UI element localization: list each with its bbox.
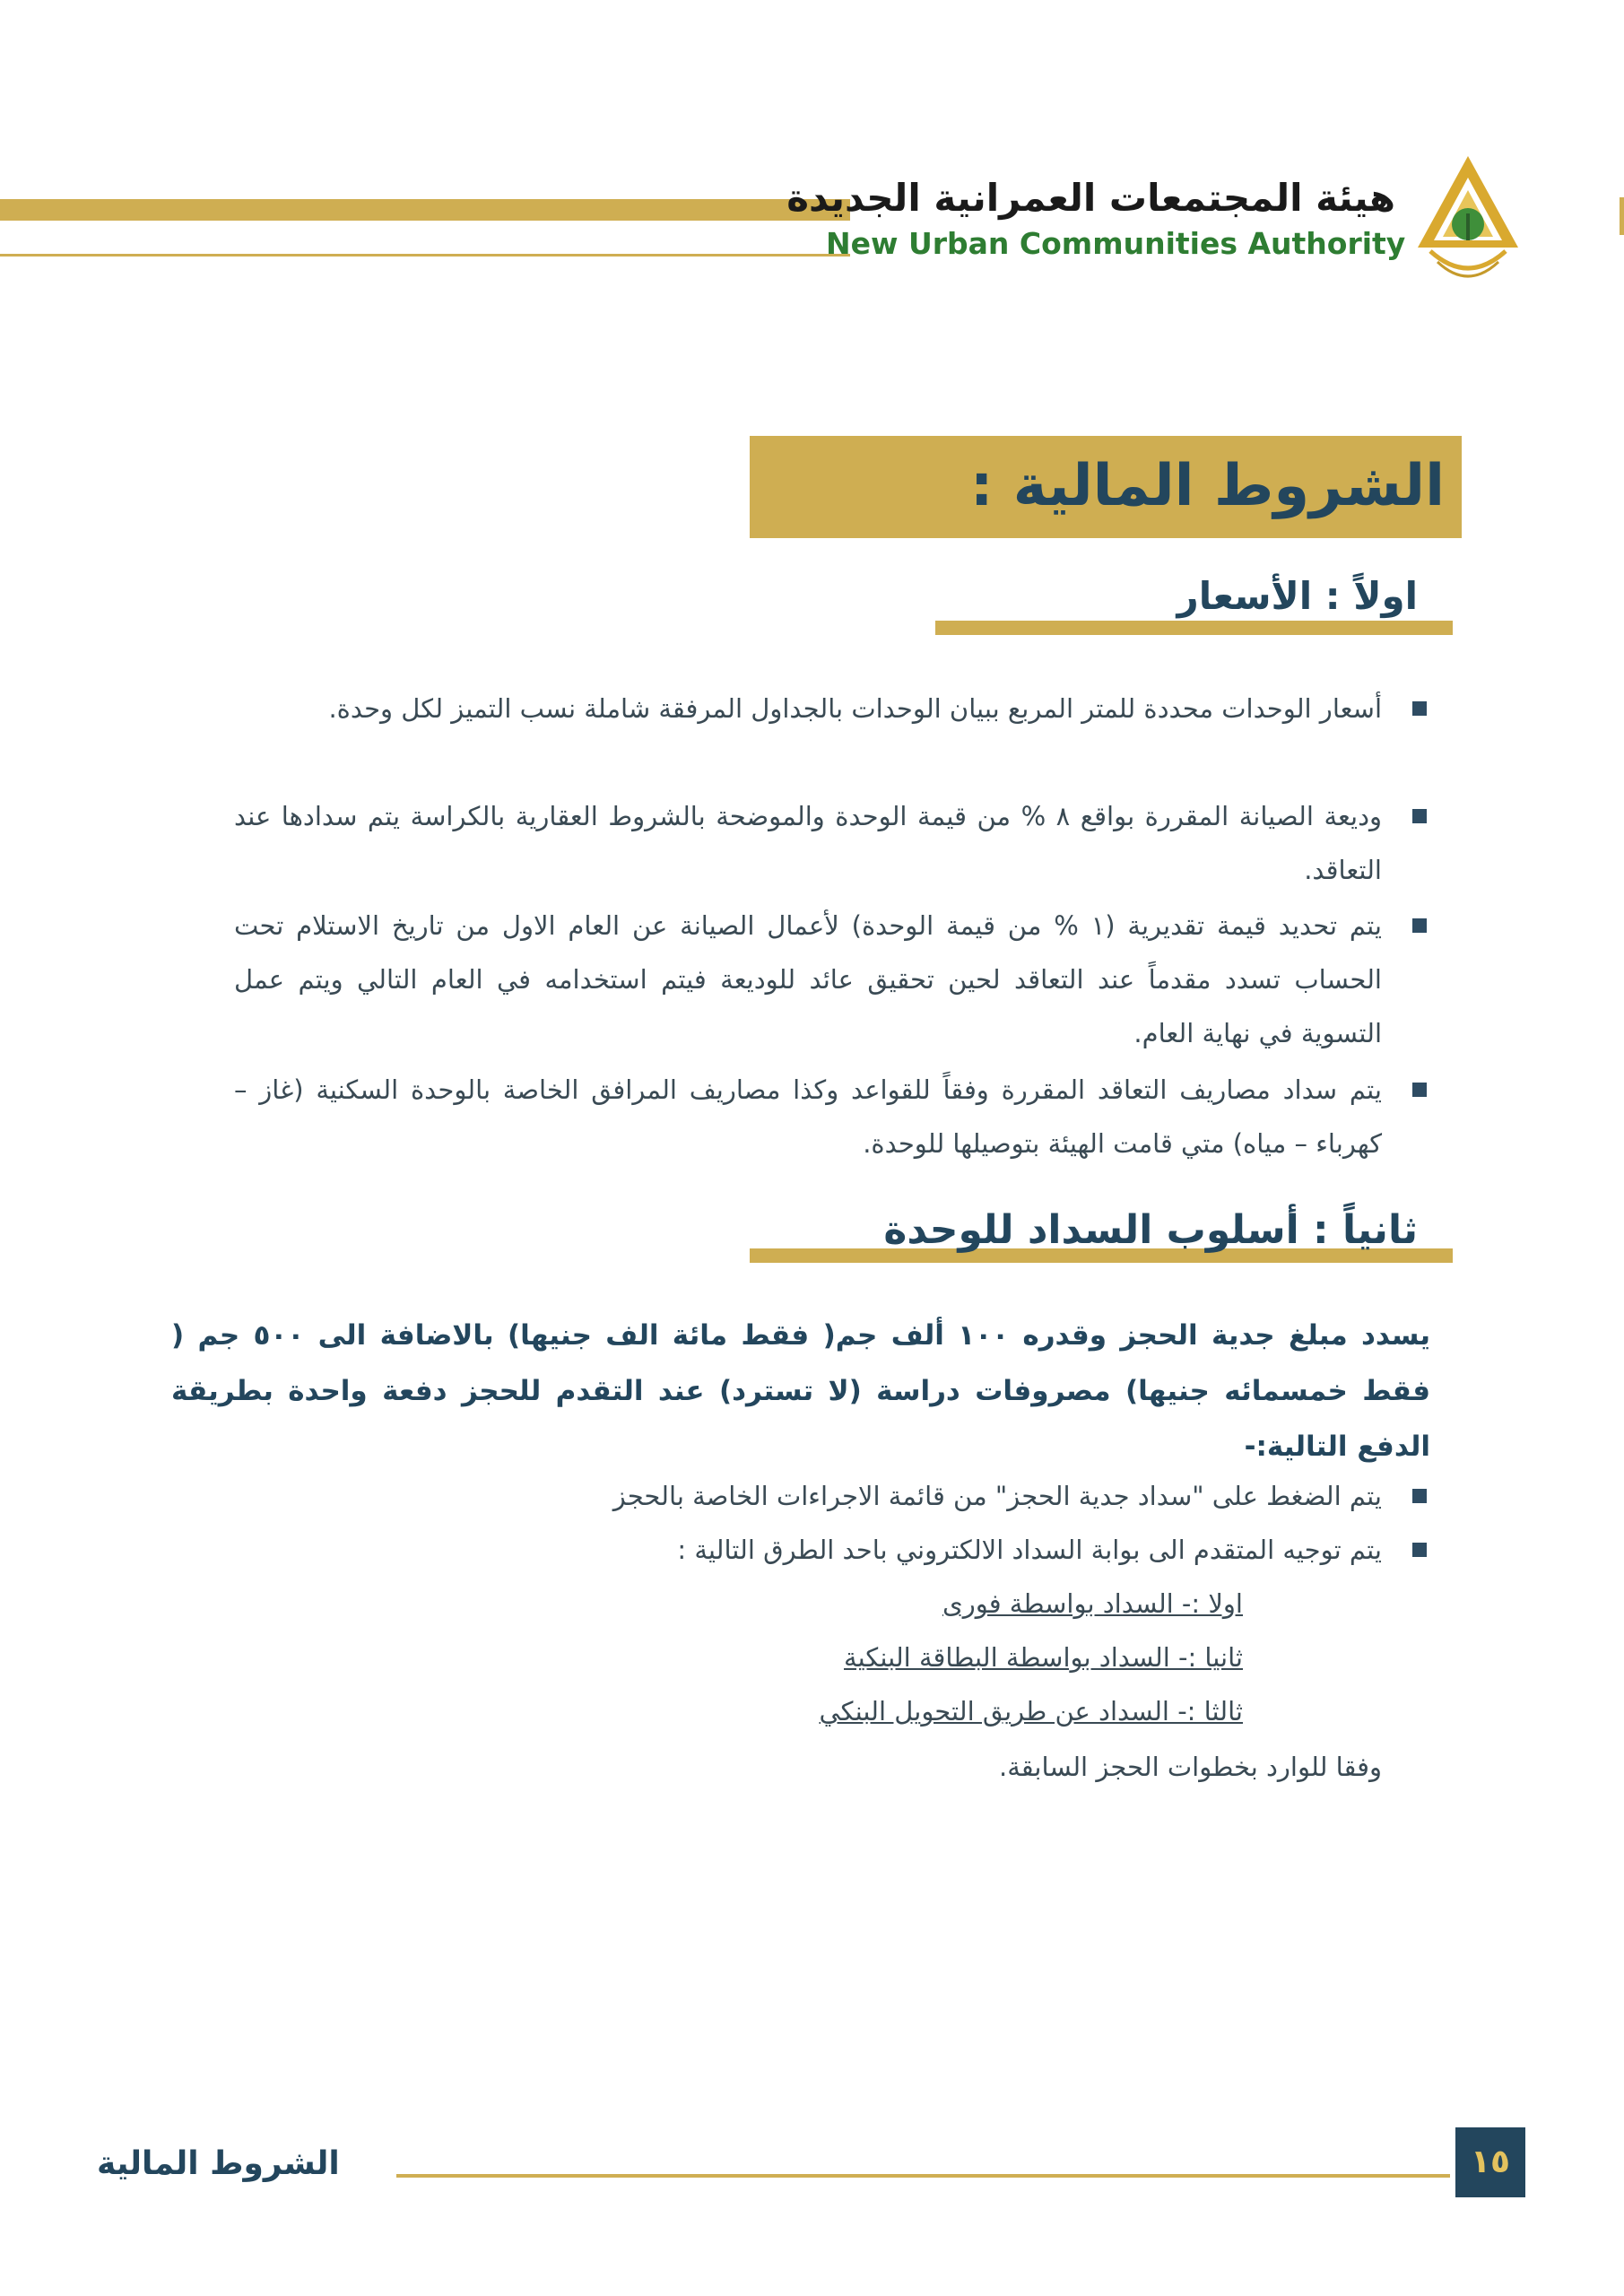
section1-bullet-4: يتم سداد مصاريف التعاقد المقررة وفقاً للقواعد وكذا مصاريف المرافق الخاصة بالوحدة السكنية (غاز – كهرباء – مياه) متي قامت الهيئة بتوصيلها للوحدة. (234, 1063, 1382, 1170)
org-name-english: New Urban Communities Authority (826, 226, 1406, 261)
page-title: الشروط المالية : (969, 453, 1445, 519)
nuca-logo-icon (1412, 151, 1524, 294)
bullet-square-icon (1412, 918, 1427, 933)
org-name-arabic: هيئة المجتمعات العمرانية الجديدة (786, 176, 1395, 220)
section1-heading-bar (935, 621, 1453, 635)
footer-section-title: الشروط المالية (97, 2145, 340, 2182)
header-gold-bar (0, 199, 850, 221)
page-number: ١٥ (1455, 2127, 1525, 2197)
closing-note: وفقا للوارد بخطوات الحجز السابقة. (999, 1752, 1382, 1782)
footer-gold-line (396, 2174, 1450, 2178)
section2-bullet-1: يتم الضغط على "سداد جدية الحجز" من قائمة الاجراءات الخاصة بالحجز (613, 1469, 1382, 1523)
section2-heading: ثانياً : أسلوب السداد للوحدة (883, 1207, 1418, 1253)
payment-method-bank-transfer: ثالثا :- السداد عن طريق التحويل البنكي (819, 1696, 1243, 1726)
section1-bullet-3: يتم تحديد قيمة تقديرية (١ % من قيمة الوحدة) لأعمال الصيانة عن العام الاول من تاريخ الاستلام تحت الحساب تسدد مقدماً عند التعاقد لحين تحقيق عائد للوديعة فيتم استخدامه في العام التالي ويتم عمل التسوية في نهاية العام. (234, 899, 1382, 1060)
bullet-square-icon (1412, 1083, 1427, 1097)
section1-bullet-2: وديعة الصيانة المقررة بواقع ٨ % من قيمة الوحدة والموضحة بالشروط العقارية بالكراسة يتم سدادها عند التعاقد. (234, 789, 1382, 897)
edge-mark (1620, 197, 1624, 235)
payment-method-fawry: اولا :- السداد بواسطة فورى (942, 1588, 1243, 1619)
bullet-square-icon (1412, 1543, 1427, 1557)
payment-method-bank-card: ثانيا :- السداد بواسطة البطاقة البنكية (844, 1642, 1243, 1673)
header-gold-line (0, 254, 850, 257)
section2-paragraph: يسدد مبلغ جدية الحجز وقدره ١٠٠ ألف جم( فقط مائة الف جنيها) بالاضافة الى ٥٠٠ جم ( فقط خمسمائه جنيها) مصروفات دراسة (لا تسترد) عند التقدم للحجز دفعة واحدة بطريقة الدفع التالية:- (171, 1319, 1430, 1463)
bullet-square-icon (1412, 1489, 1427, 1503)
bullet-square-icon (1412, 701, 1427, 716)
section2-bullet-2: يتم توجيه المتقدم الى بوابة السداد الالكتروني باحد الطرق التالية : (677, 1523, 1382, 1577)
section1-bullet-1: أسعار الوحدات محددة للمتر المربع ببيان الوحدات بالجداول المرفقة شاملة نسب التميز لكل وحدة. (234, 682, 1382, 735)
section1-heading: اولاً : الأسعار (1177, 574, 1418, 618)
bullet-square-icon (1412, 809, 1427, 823)
